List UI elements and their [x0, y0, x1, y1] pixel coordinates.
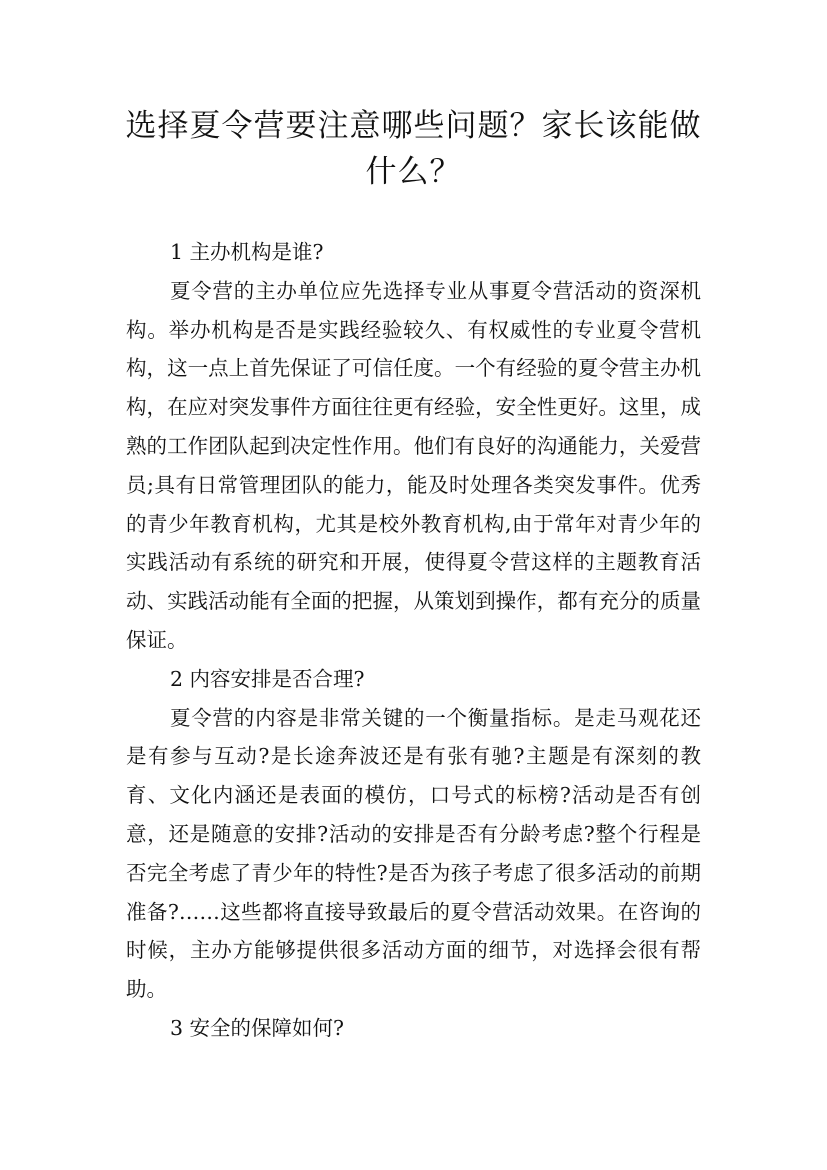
- document-title: 选择夏令营要注意哪些问题？家长该能做什么？: [125, 108, 702, 190]
- section-heading-3: 3 安全的保障如何?: [170, 1015, 345, 1040]
- section-paragraph-2: 夏令营的内容是非常关键的一个衡量指标。是走马观花还是有参与互动?是长途奔波还是有张有驰?主题是有深刻的教育、文化内涵还是表面的模仿，口号式的标榜?活动是否有创意，还是随意的安排?活动的安排是否有分龄考虑?整个行程是否完全考虑了青少年的特性?是否为孩子考虑了很多活动的前期准备?……这些都将直接导致最后的夏令营活动效果。在咨询的时候，主办方能够提供很多活动方面的细节，对选择会很有帮助。: [126, 705, 701, 1002]
- document-body: [126, 233, 701, 1048]
- section-heading-1: 1 主办机构是谁?: [170, 240, 324, 264]
- section-paragraph-1: 夏令营的主办单位应先选择专业从事夏令营活动的资深机构。举办机构是否是实践经验较久、有权威性的专业夏令营机构，这一点上首先保证了可信任度。一个有经验的夏令营主办机构，在应对突发事件方面往往更有经验，安全性更好。这里，成熟的工作团队起到决定性作用。他们有良好的沟通能力，关爱营员;具有日常管理团队的能力，能及时处理各类突发事件。优秀的青少年教育机构，尤其是校外教育机构,由于常年对青少年的实践活动有系统的研究和开展，使得夏令营这样的主题教育活动、实践活动能有全面的把握，从策划到操作，都有充分的质量保证。: [126, 278, 701, 652]
- section-heading-2: 2 内容安排是否合理?: [170, 666, 365, 691]
